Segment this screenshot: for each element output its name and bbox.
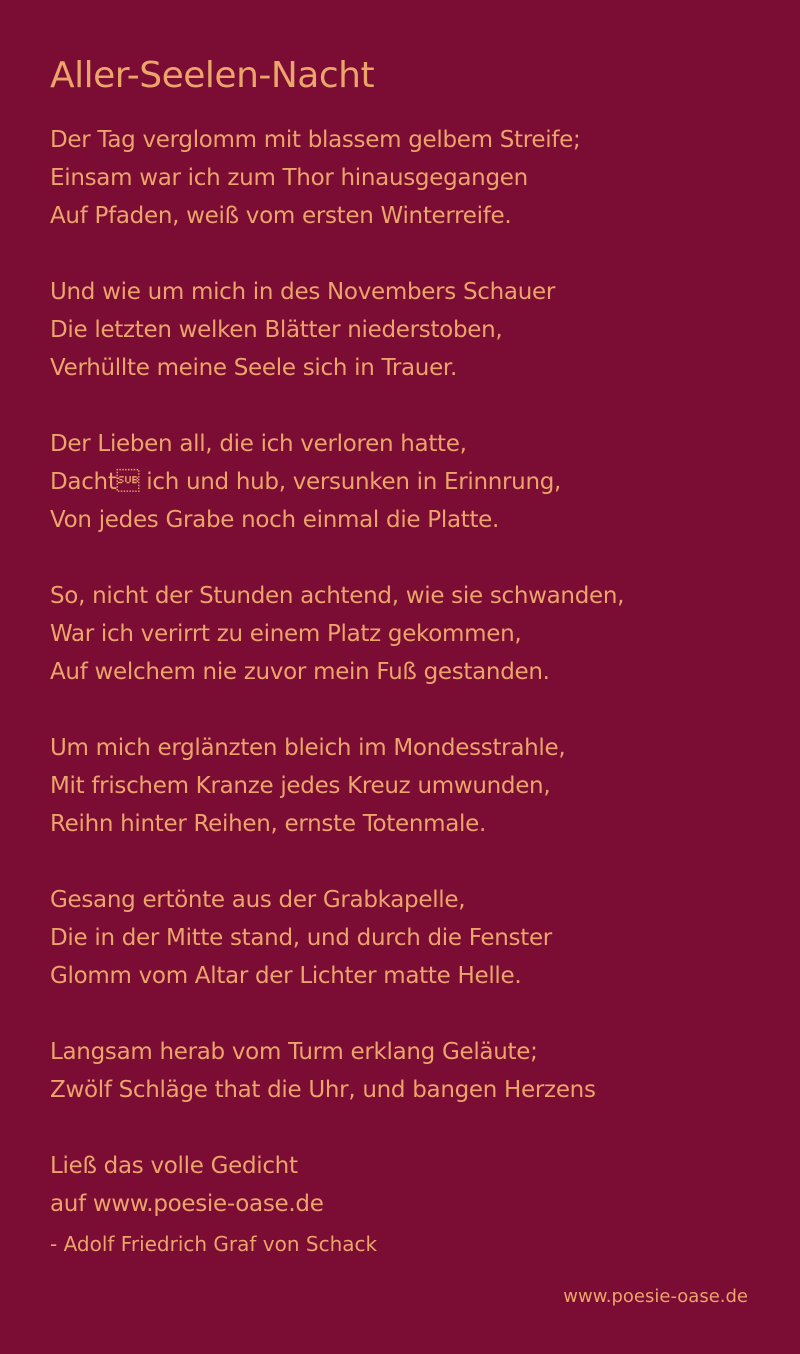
read-more-note [50,1147,770,1223]
poem-line: Dacht ich und hub, versunken in Erinnrung, [50,469,562,495]
poem-line: Reihn hinter Reihen, ernste Totenmale. [50,811,486,837]
poem-line: Die letzten welken Blätter niederstoben, [50,317,503,343]
poem-line: War ich verirrt zu einem Platz gekommen, [50,621,522,647]
stanza [50,881,770,995]
note-line: auf www.poesie-oase.de [50,1191,324,1217]
stanza [50,729,770,843]
poem-line: Gesang ertönte aus der Grabkapelle, [50,887,466,913]
poem-line: Zwölf Schläge that die Uhr, und bangen Herzens [50,1077,596,1103]
stanza [50,1033,770,1109]
note-line: Ließ das volle Gedicht [50,1153,298,1179]
poem-line: Auf Pfaden, weiß vom ersten Winterreife. [50,203,512,229]
poem-line: Die in der Mitte stand, und durch die Fenster [50,925,552,951]
poem-line: Langsam herab vom Turm erklang Geläute; [50,1039,538,1065]
poem-line: Von jedes Grabe noch einmal die Platte. [50,507,500,533]
poem-author: - Adolf Friedrich Graf von Schack [50,1232,378,1256]
poem-title: Aller-Seelen-Nacht [50,55,375,96]
site-watermark: www.poesie-oase.de [563,1286,748,1307]
poem-page [50,54,770,1259]
stanza [50,273,770,387]
poem-line: Der Lieben all, die ich verloren hatte, [50,431,467,457]
poem-line: Und wie um mich in des Novembers Schauer [50,279,555,305]
stanza [50,121,770,235]
poem-line: Verhüllte meine Seele sich in Trauer. [50,355,457,381]
poem-line: Um mich erglänzten bleich im Mondesstrahle, [50,735,566,761]
poem-line: Auf welchem nie zuvor mein Fuß gestanden. [50,659,550,685]
stanza [50,425,770,539]
poem-line: Einsam war ich zum Thor hinausgegangen [50,165,528,191]
poem-line: So, nicht der Stunden achtend, wie sie schwanden, [50,583,625,609]
stanza [50,577,770,691]
poem-line: Mit frischem Kranze jedes Kreuz umwunden, [50,773,551,799]
poem-line: Glomm vom Altar der Lichter matte Helle. [50,963,522,989]
poem-line: Der Tag verglomm mit blassem gelbem Streife; [50,127,581,153]
